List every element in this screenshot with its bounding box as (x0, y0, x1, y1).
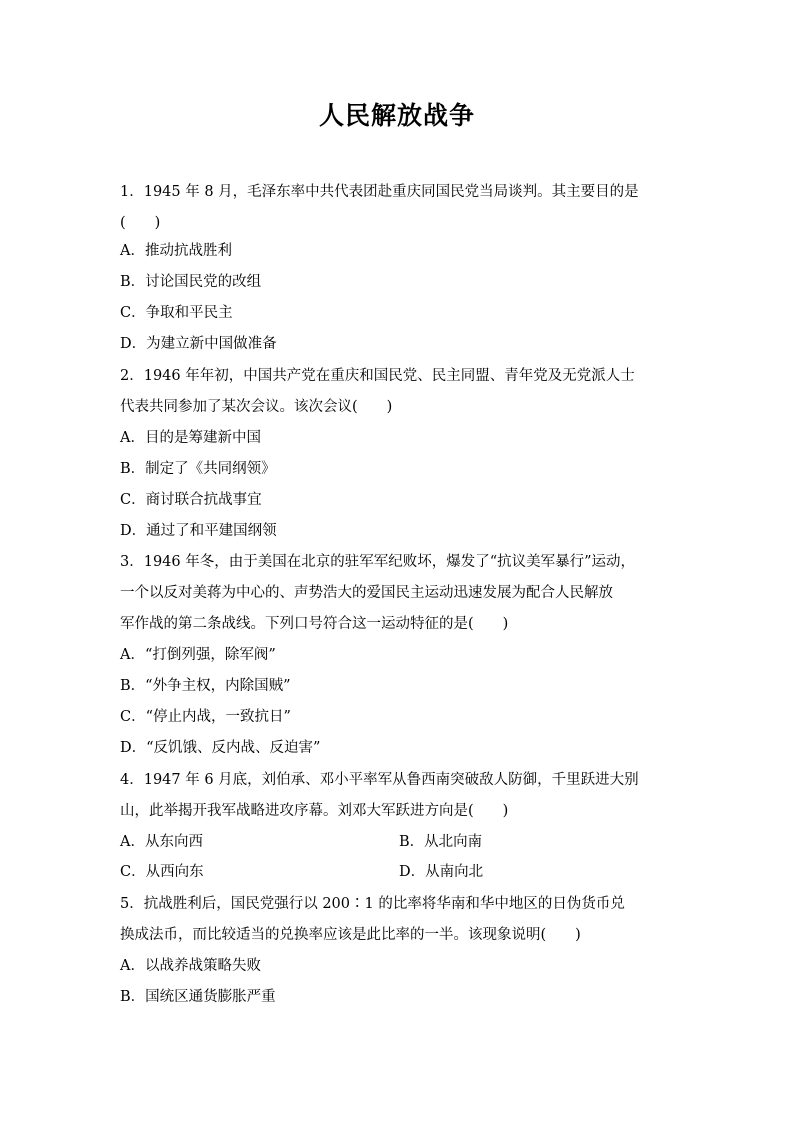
question-4-option-a: A．从东向西 (120, 834, 203, 850)
question-1-option-d: D．为建立新中国做准备 (120, 336, 277, 352)
question-1-stem-line-1: 1．1945 年 8 月，毛泽东率中共代表团赴重庆同国民党当局谈判。其主要目的是 (120, 184, 639, 200)
question-3-stem-line-1: 3．1946 年冬，由于美国在北京的驻军军纪败坏，爆发了“抗议美军暴行”运动， (120, 554, 636, 570)
question-3-option-b: B．“外争主权，内除国贼” (120, 678, 291, 694)
question-5-option-a: A．以战养战策略失败 (120, 958, 261, 974)
question-4-stem-line-2: 山，此举揭开我军战略进攻序幕。刘邓大军跃进方向是( ) (120, 803, 509, 819)
question-2-option-d: D．通过了和平建国纲领 (120, 523, 277, 539)
question-4-option-d: D．从南向北 (399, 864, 484, 880)
question-3-stem-line-2: 一个以反对美蒋为中心的、声势浩大的爱国民主运动迅速发展为配合人民解放 (120, 585, 613, 601)
question-2-option-b: B．制定了《共同纲领》 (120, 461, 276, 477)
question-3-option-d: D．“反饥饿、反内战、反迫害” (120, 740, 321, 756)
question-1-option-c: C．争取和平民主 (120, 305, 233, 321)
question-4-stem-line-1: 4．1947 年 6 月底，刘伯承、邓小平率军从鲁西南突破敌人防御，千里跃进大别 (120, 772, 639, 788)
question-1-option-b: B．讨论国民党的改组 (120, 274, 262, 290)
question-4-option-b: B．从北向南 (399, 834, 483, 850)
page-title: 人民解放战争 (318, 101, 475, 130)
question-5-stem-line-1: 5．抗战胜利后，国民党强行以 200∶1 的比率将华南和华中地区的日伪货币兑 (120, 896, 625, 912)
question-1-option-a: A．推动抗战胜利 (120, 243, 232, 259)
question-3-option-c: C．“停止内战，一致抗日” (120, 709, 291, 725)
question-3-stem-line-3: 军作战的第二条战线。下列口号符合这一运动特征的是( ) (120, 616, 509, 632)
question-3-option-a: A．“打倒列强，除军阀” (120, 647, 276, 663)
question-5-option-b: B．国统区通货膨胀严重 (120, 989, 276, 1005)
question-4-option-c: C．从西向东 (120, 864, 204, 880)
question-2-option-c: C．商讨联合抗战事宜 (120, 492, 262, 508)
question-1-stem-line-2: ( ) (120, 215, 161, 231)
question-2-option-a: A．目的是筹建新中国 (120, 430, 261, 446)
question-2-stem-line-1: 2．1946 年年初，中国共产党在重庆和国民党、民主同盟、青年党及无党派人士 (120, 368, 635, 384)
question-5-stem-line-2: 换成法币，而比较适当的兑换率应该是此比率的一半。该现象说明( ) (120, 927, 581, 943)
question-2-stem-line-2: 代表共同参加了某次会议。该次会议( ) (120, 399, 393, 415)
